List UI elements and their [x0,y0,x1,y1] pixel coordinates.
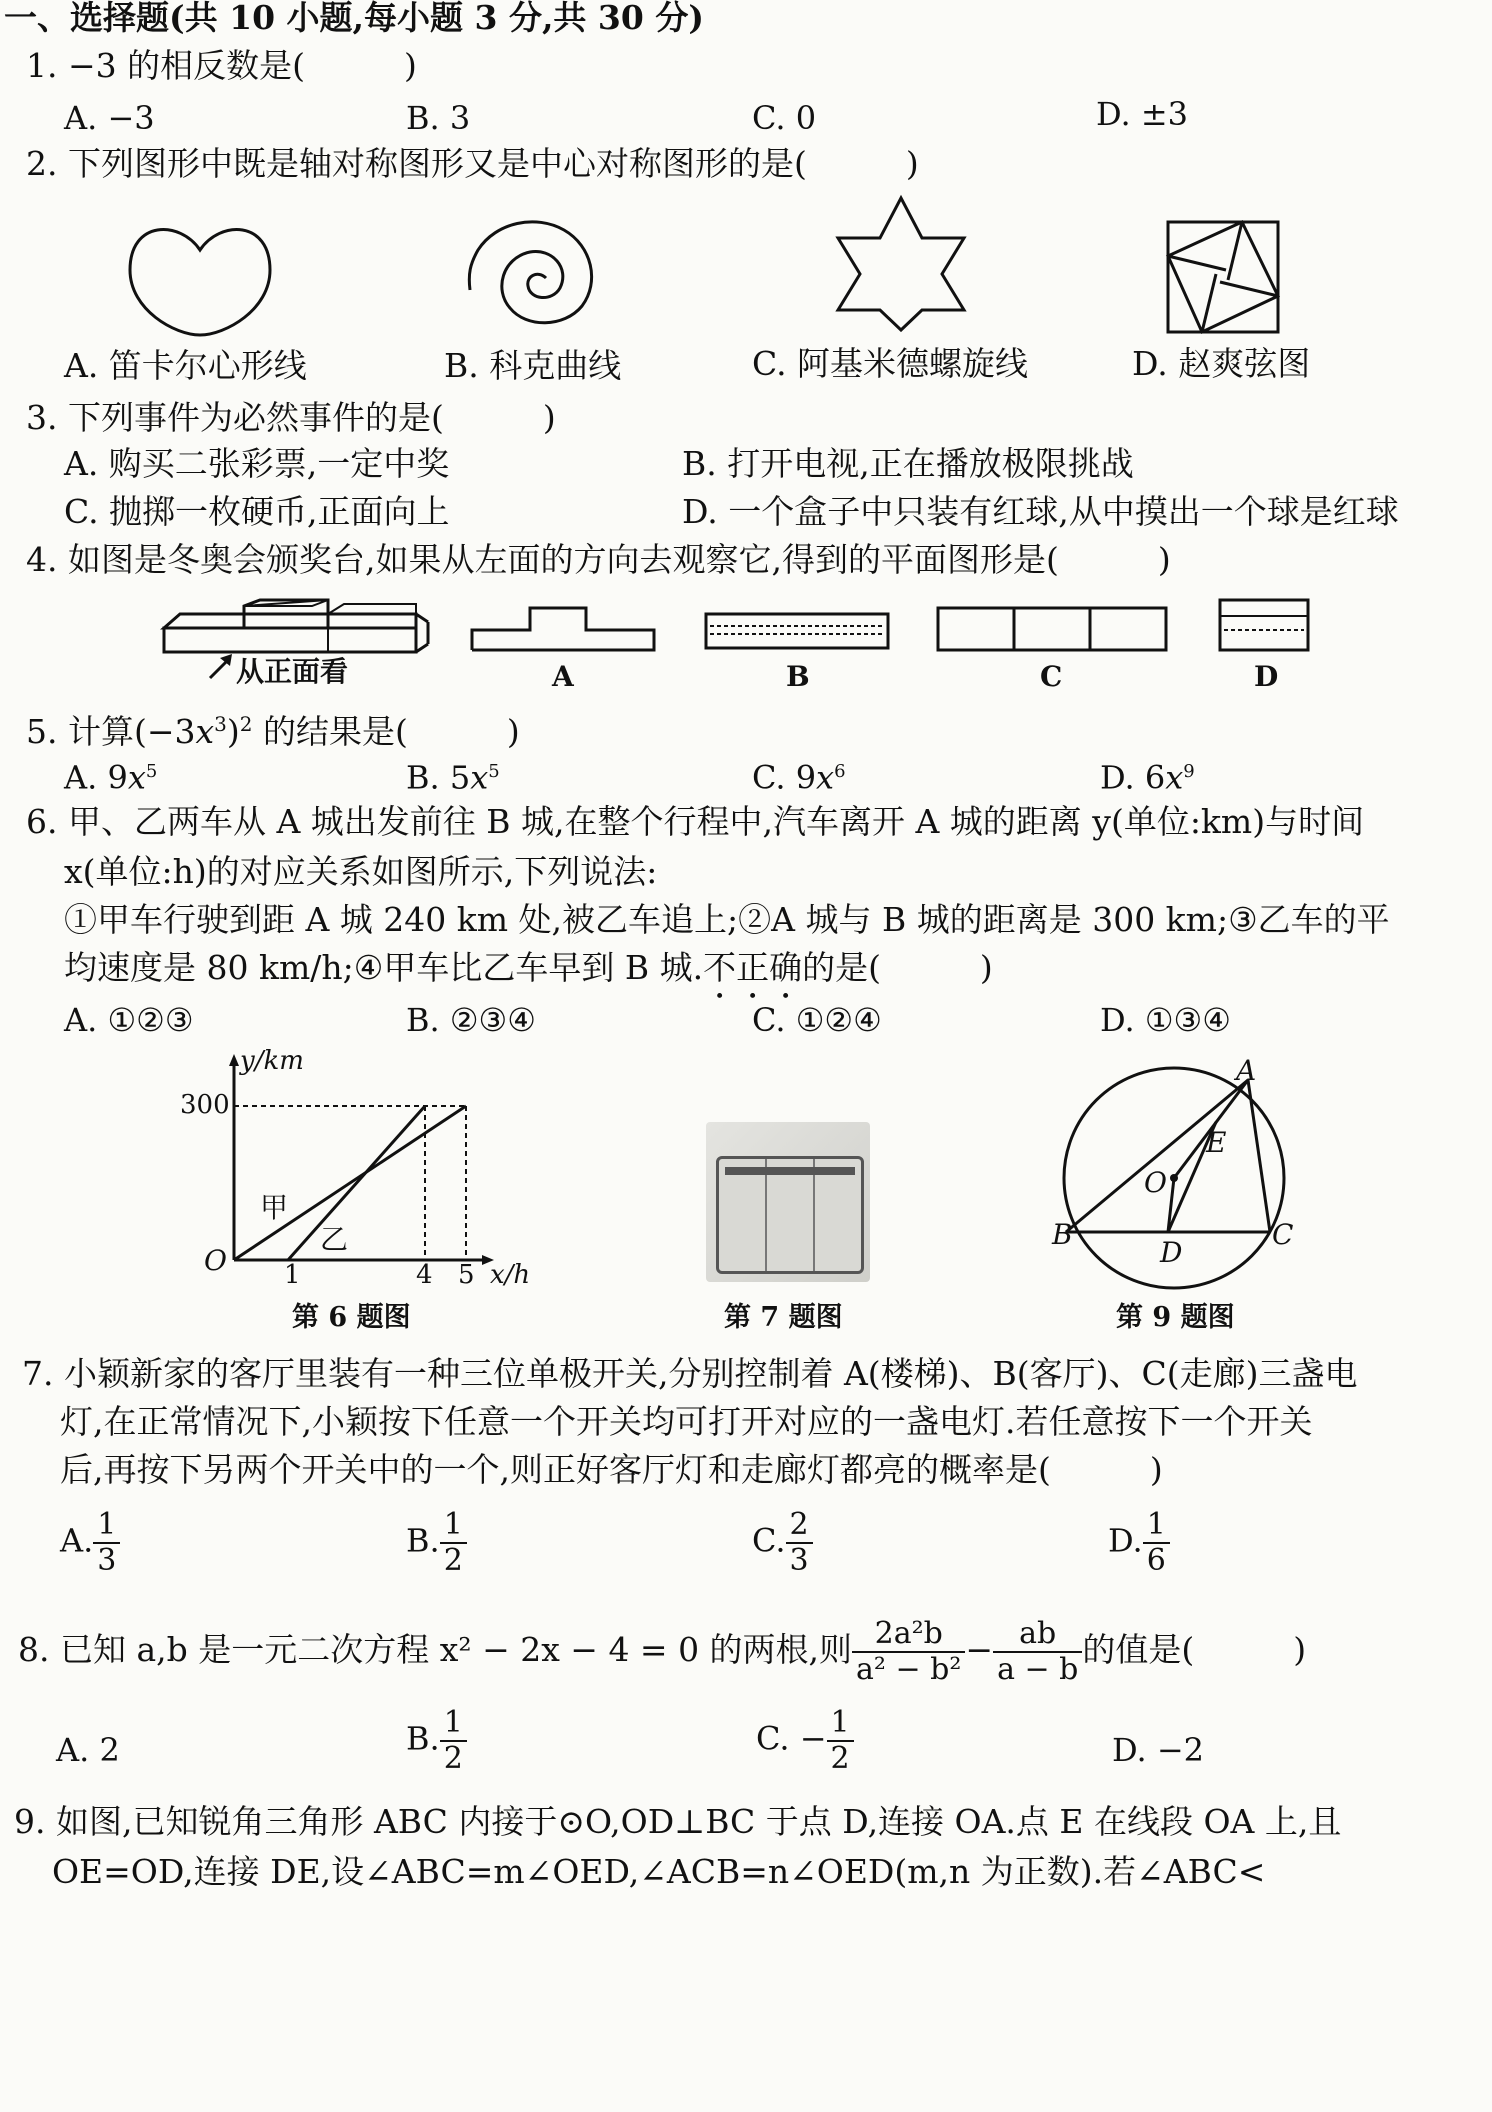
q5-option-c-x: x [816,758,835,797]
q1-option-a: A. −3 [64,99,155,137]
q5-option-c-letter: C. 9 [752,758,817,797]
q2-option-a: A. 笛卡尔心形线 [64,346,307,385]
fig7-caption: 第 7 题图 [724,1302,843,1333]
q8-option-c [756,1706,854,1776]
q7-line1: 7. 小颖新家的客厅里装有一种三位单极开关,分别控制着 A(楼梯)、B(客厅)、C(走廊)三盏电 [22,1354,1358,1393]
q3-option-d: D. 一个盒子中只装有红球,从中摸出一个球是红球 [682,492,1399,531]
q6-line3: ①甲车行驶到距 A 城 240 km 处,被乙车追上;②A 城与 B 城的距离是 300 km;③乙车的平 [64,900,1390,939]
q4-option-d-label: D [1254,660,1279,693]
q7-option-b-fraction [440,1508,467,1578]
q7-option-d-letter: D. [1108,1521,1143,1560]
front-view-label: 从正面看 [236,655,349,688]
fig6-y300: 300 [180,1090,230,1120]
q7-option-b-num: 1 [440,1508,467,1544]
q2-option-d: D. 赵爽弦图 [1132,344,1311,383]
section-title: 一、选择题(共 10 小题,每小题 3 分,共 30 分) [4,0,704,37]
q6-line1: 6. 甲、乙两车从 A 城出发前往 B 城,在整个行程中,汽车离开 A 城的距离 y(单位:km)与时间 [26,802,1365,841]
fig6-caption: 第 6 题图 [292,1302,411,1333]
q9-line1: 9. 如图,已知锐角三角形 ABC 内接于⊙O,OD⊥BC 于点 D,连接 OA.点 E 在线段 OA 上,且 [14,1802,1342,1841]
fig6-graph [180,1050,540,1300]
q5-option-c [752,750,846,800]
q8-option-b-letter: B. [406,1719,440,1758]
q5-stem-exp1: 3 [214,712,227,736]
fig9-point-b: B [1052,1218,1073,1251]
q5-option-d [1100,750,1195,800]
q8-option-a: A. 2 [56,1731,120,1769]
q6-line2: x(单位:h)的对应关系如图所示,下列说法: [64,852,658,891]
q7-option-c-letter: C. [752,1521,786,1560]
q7-option-d-num: 1 [1143,1508,1170,1544]
q8-fraction-2 [993,1617,1082,1687]
q7-line3: 后,再按下另两个开关中的一个,则正好客厅灯和走廊灯都亮的概率是( ) [60,1450,1163,1489]
q8-option-c-letter: C. − [756,1719,827,1758]
q4-option-b-label: B [786,660,810,693]
q2-option-b: B. 科克曲线 [444,346,622,385]
q5-stem [26,702,520,754]
q7-option-a-num: 1 [93,1508,120,1544]
q1-option-d: D. ±3 [1096,95,1189,133]
q3-option-c: C. 抛掷一枚硬币,正面向上 [64,492,450,531]
q7-option-a-fraction [93,1508,120,1578]
star-figure [836,194,966,334]
q7-option-a-den: 3 [97,1543,117,1578]
cardioid-figure [120,220,280,340]
q8-fraction-2-num: ab [993,1617,1082,1653]
q7-option-b [406,1508,467,1578]
podium-3d-figure [160,598,432,658]
q6-line4-c: 的是( ) [802,948,993,987]
q5-option-d-x: x [1165,758,1184,797]
q7-option-c-num: 2 [786,1508,813,1544]
q8-fraction-1-num: 2a²b [852,1617,965,1653]
q5-option-a-exp: 5 [145,761,158,782]
q7-line2: 灯,在正常情况下,小颖按下任意一个开关均可打开对应的一盏电灯.若任意按下一个开关 [60,1402,1313,1441]
q3-stem: 3. 下列事件为必然事件的是( ) [26,398,556,437]
fig7-photo [706,1122,870,1282]
q8-option-d: D. −2 [1112,1731,1205,1769]
fig9-point-d: D [1160,1236,1183,1269]
q6-option-b: B. ②③④ [406,1001,536,1039]
q8-fraction-2-den: a − b [997,1652,1079,1687]
q8-fraction-1-den: a² − b² [856,1652,962,1687]
q9-line2: OE=OD,连接 DE,设∠ABC=m∠OED,∠ACB=n∠OED(m,n 为正数).若∠ABC< [52,1852,1266,1891]
q5-stem-b: ) [226,712,240,751]
q8-stem-a: 8. 已知 a,b 是一元二次方程 x² − 2x − 4 = 0 的两根,则 [18,1630,853,1669]
q5-option-d-letter: D. 6 [1100,758,1166,797]
fig6-xlabel: x/h [490,1260,531,1290]
fig9-point-o: O [1144,1166,1167,1199]
q8-option-c-num: 1 [827,1706,854,1742]
q5-option-b-exp: 5 [488,761,500,782]
q4-option-a-label: A [552,660,574,693]
q4-option-a-figure [470,606,656,654]
q6-option-d: D. ①③④ [1100,1001,1231,1039]
spiral-figure [466,210,606,340]
q7-option-d-den: 6 [1146,1543,1166,1578]
q4-stem: 4. 如图是冬奥会颁奖台,如果从左面的方向去观察它,得到的平面图形是( ) [26,540,1171,579]
q8-option-b [406,1706,467,1776]
q1-option-c: C. 0 [752,99,817,137]
q4-option-d-figure [1218,598,1310,652]
switch-panel [716,1156,864,1274]
q7-option-a [60,1508,120,1578]
fig9-caption: 第 9 题图 [1116,1302,1235,1333]
q5-option-a [64,750,157,800]
arrow-icon [206,652,236,682]
fig9-point-e: E [1206,1126,1227,1159]
fig6-yi-label: 乙 [320,1223,349,1256]
q5-stem-exp2: 2 [239,712,253,736]
q3-option-a: A. 购买二张彩票,一定中奖 [64,444,450,483]
zhaoshuang-figure [1166,220,1286,338]
q4-option-c-label: C [1040,660,1063,693]
q1-stem: 1. −3 的相反数是( ) [26,46,417,85]
q4-option-b-figure [704,612,890,652]
q5-stem-a: 5. 计算(−3 [26,712,196,751]
q7-option-c-fraction [786,1508,813,1578]
q5-option-c-exp: 6 [834,761,846,782]
q7-option-b-den: 2 [443,1543,463,1578]
q2-option-c: C. 阿基米德螺旋线 [752,344,1029,383]
fig6-x1: 1 [284,1260,301,1290]
q2-stem: 2. 下列图形中既是轴对称图形又是中心对称图形的是( ) [26,144,919,183]
q7-option-c-den: 3 [789,1543,809,1578]
q7-option-a-letter: A. [60,1521,94,1560]
q5-option-d-exp: 9 [1183,761,1195,782]
q6-option-c: C. ①②④ [752,1001,882,1039]
q8-option-c-fraction [827,1706,854,1776]
q8-fraction-1 [852,1617,965,1687]
q8-option-b-den: 2 [443,1741,463,1776]
q5-option-b [406,750,500,800]
fig6-origin: O [204,1244,227,1277]
switch-a [719,1159,767,1271]
fig6-x4: 4 [416,1260,433,1290]
fig9-point-a: A [1236,1054,1257,1087]
q7-option-b-letter: B. [406,1521,440,1560]
fig6-x5: 5 [458,1260,475,1290]
q6-line4-a: 均速度是 80 km/h;④甲车比乙车早到 B 城. [64,948,704,987]
q8-option-c-den: 2 [830,1741,850,1776]
q8-stem-b: 的值是( ) [1082,1630,1307,1669]
q8-minus: − [965,1630,994,1669]
q6-option-a: A. ①②③ [64,1001,194,1039]
q5-option-b-x: x [470,758,489,797]
q8-option-b-num: 1 [440,1706,467,1742]
q7-option-d [1108,1508,1170,1578]
q5-option-b-letter: B. 5 [406,758,471,797]
q8-option-b-fraction [440,1706,467,1776]
q7-option-d-fraction [1143,1508,1170,1578]
q5-stem-c: 的结果是( ) [252,712,520,751]
q3-option-b: B. 打开电视,正在播放极限挑战 [682,444,1134,483]
fig6-jia-label: 甲 [260,1191,289,1224]
q5-option-a-letter: A. 9 [64,758,128,797]
q4-option-c-figure [936,606,1168,652]
fig9-point-c: C [1272,1218,1294,1251]
q5-stem-x: x [195,712,215,751]
q8-stem [18,1610,1306,1690]
switch-label-strip [725,1167,855,1175]
q1-option-b: B. 3 [406,99,471,137]
q6-line4-emphasis: 不正确 [703,948,803,987]
fig6-ylabel: y/km [240,1046,304,1076]
q5-option-a-x: x [127,758,146,797]
q7-option-c [752,1508,813,1578]
switch-b [767,1159,815,1271]
